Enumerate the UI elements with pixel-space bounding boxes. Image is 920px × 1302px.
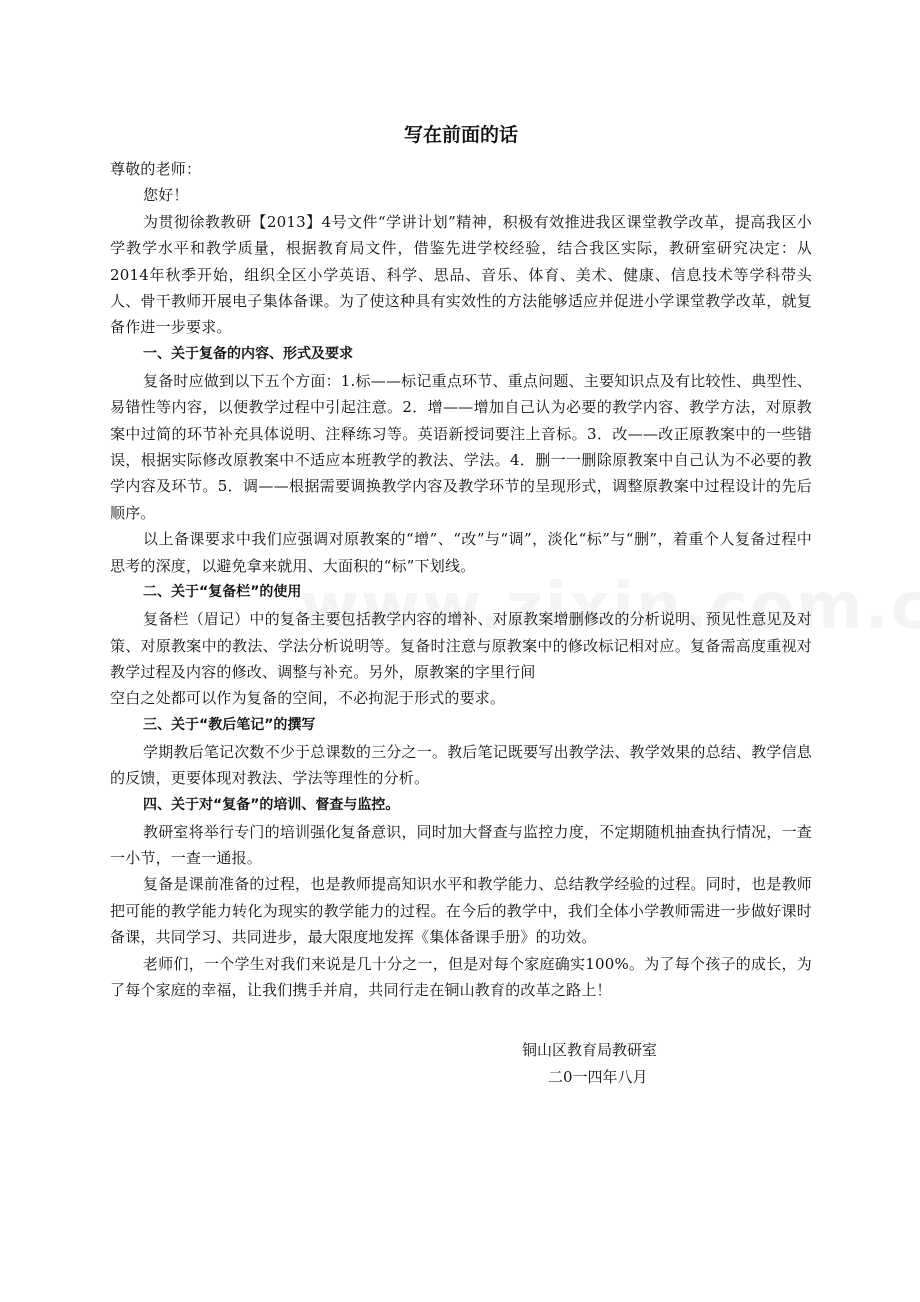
section-4-paragraph-2: 复备是课前准备的过程，也是教师提高知识水平和教学能力、总结教学经验的过程。同时，也是教师把可能的教学能力转化为现实的教学能力的过程。在今后的教学中，我们全体小学教师需进一步做好课时备课，共同学习、共同进步，最大限度地发挥《集体备课手册》的功效。 [110, 875, 812, 947]
section-heading-1: 一、关于复备的内容、形式及要求 [143, 345, 353, 362]
signature-org: 铜山区教育局教研室 [522, 1041, 658, 1060]
signature-block [110, 1037, 812, 1091]
section-4-paragraph-1: 教研室将举行专门的培训强化复备意识，同时加大督查与监控力度，不定期随机抽查执行情况，一查一小节，一查一通报。 [110, 822, 812, 867]
intro-paragraph: 为贯彻徐教教研【2013】4号文件“学讲计划”精神，积极有效推进我区课堂教学改革，提高我区小学教学水平和教学质量，根据教育局文件，借鉴先进学校经验，结合我区实际，教研室研究决定：从2014年秋季开始，组织全区小学英语、科学、思品、音乐、体育、美术、健康、信息技术等学科带头人、骨干教师开展电子集体备课。为了使这种具有实效性的方法能够适应并促进小学课堂教学改革，就复备作进一步要求。 [110, 212, 812, 337]
section-2-paragraph-1: 复备栏（眉记）中的复备主要包括教学内容的增补、对原教案增删修改的分析说明、预见性意见及对策、对原教案中的教法、学法分析说明等。复备时注意与原教案中的修改标记相对应。复备需高度重视对教学过程及内容的修改、调整与补充。另外，原教案的字里行间 [110, 610, 812, 681]
section-heading-4: 四、关于对“复备”的培训、督查与监控。 [143, 796, 400, 813]
signature-date: 二0一四年八月 [548, 1068, 648, 1087]
page-title: 写在前面的话 [403, 124, 518, 146]
section-1-paragraph-1: 复备时应做到以下五个方面：1.标——标记重点环节、重点问题、主要知识点及有比较性、典型性、易错性等内容，以便教学过程中引起注意。2．增——增加自己认为必要的教学内容、教学方法，对原教案中过简的环节补充具体说明、注释练习等。英语新授词要注上音标。3．改——改正原教案中的一些错误，根据实际修改原教案中不适应本班教学的教法、学法。4．删一一删除原教案中自己认为不必要的教学内容及环节。5．调——根据需要调换教学内容及教学环节的呈现形式，调整原教案中过程设计的先后顺序。 [110, 371, 812, 522]
section-heading-2: 二、关于“复备栏”的使用 [143, 584, 302, 601]
section-1-paragraph-2: 以上备课要求中我们应强调对原教案的“增”、“改”与“调”，淡化“标”与“删”，着重个人复备过程中思考的深度，以避免拿来就用、大面积的“标”下划线。 [110, 530, 812, 575]
section-3-paragraph-1: 学期教后笔记次数不少于总课数的三分之一。教后笔记既要写出教学法、教学效果的总结、教学信息的反馈，更要体现对教法、学法等理性的分析。 [110, 742, 812, 788]
document-page [110, 118, 812, 1091]
section-2-paragraph-tail: 空白之处都可以作为复备的空间，不必拘泥于形式的要求。 [110, 689, 506, 708]
greeting: 您好！ [143, 186, 189, 205]
section-4-paragraph-3: 老师们，一个学生对我们来说是几十分之一，但是对每个家庭确实100%。为了每个孩子的成长，为了每个家庭的幸福，让我们携手并肩，共同行走在铜山教育的改革之路上！ [110, 954, 812, 999]
salutation: 尊敬的老师： [110, 160, 202, 178]
section-heading-3: 三、关于“教后笔记”的撰写 [143, 716, 316, 733]
